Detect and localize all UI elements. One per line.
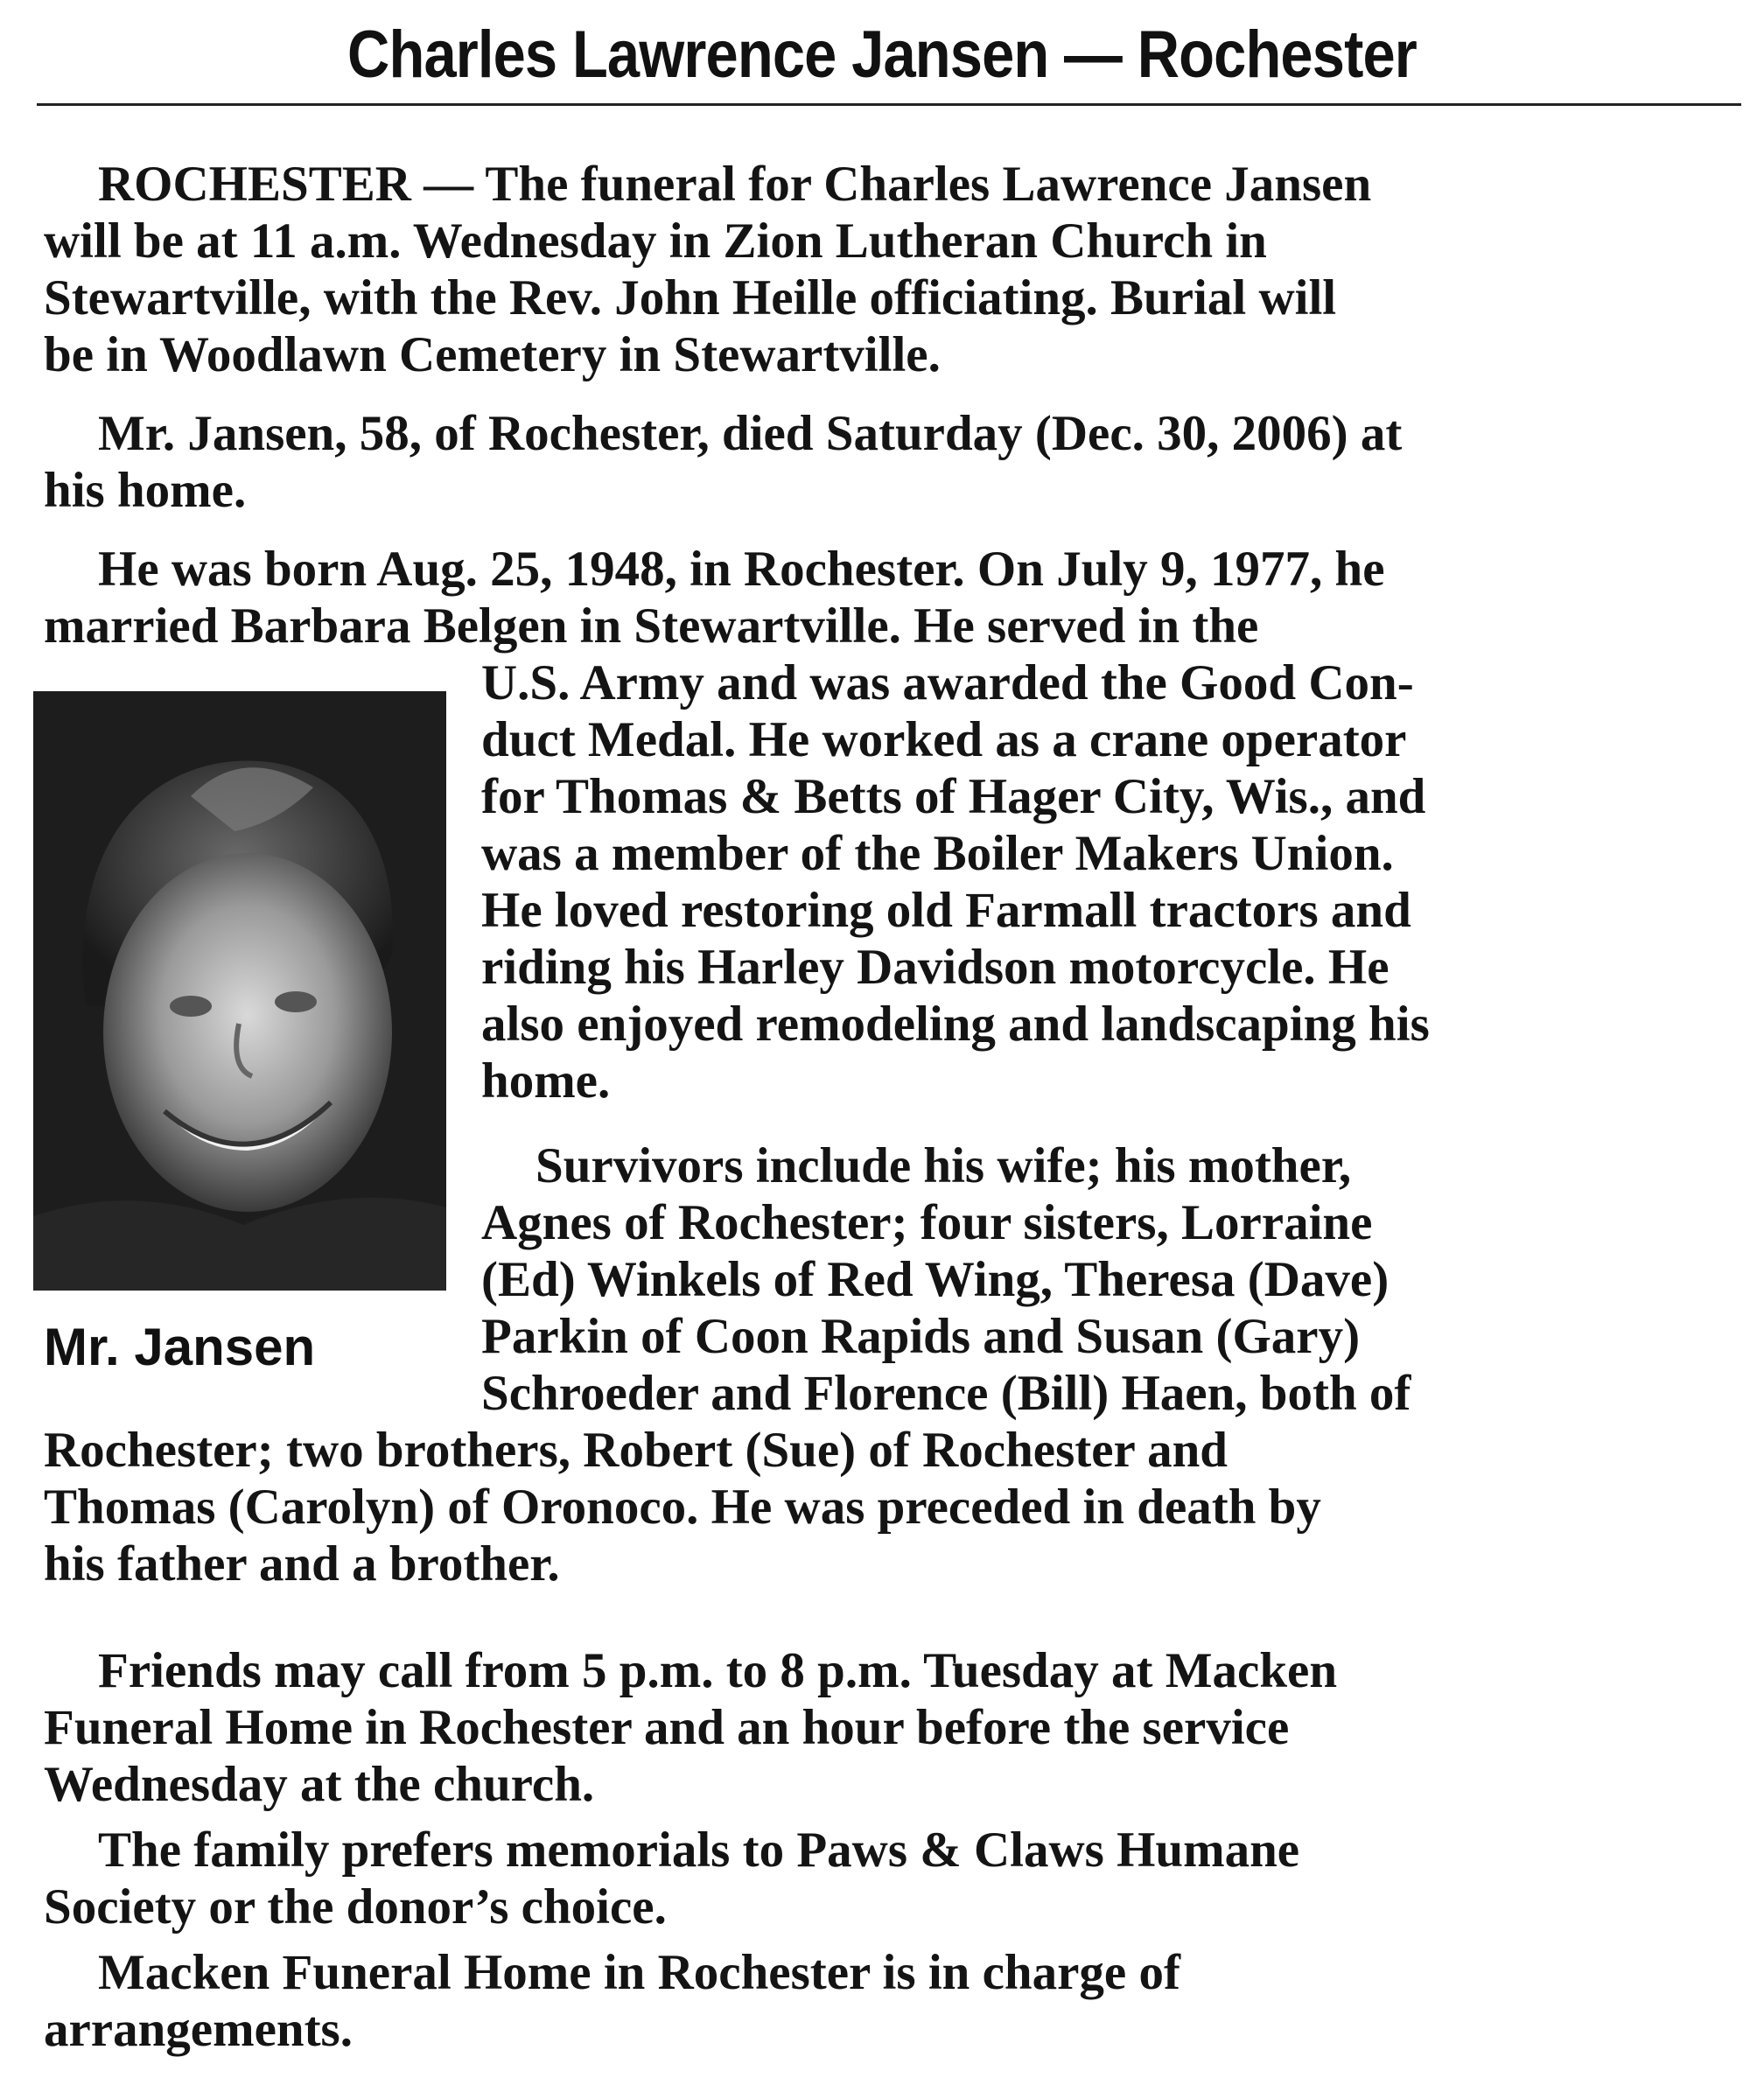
text-line: Friends may call from 5 p.m. to 8 p.m. Tuesday at Macken	[98, 1643, 1338, 1698]
paragraph-biography	[44, 541, 1741, 654]
text-line: Wednesday at the church.	[44, 1757, 595, 1812]
text-line: He loved restoring old Farmall tractors and	[481, 883, 1411, 938]
text-line: Rochester; two brothers, Robert (Sue) of Rochester and	[44, 1423, 1228, 1478]
portrait-photo	[33, 691, 446, 1291]
text-line: arrangements.	[44, 2002, 353, 2057]
text-line: Survivors include his wife; his mother,	[536, 1138, 1352, 1193]
text-line: (Ed) Winkels of Red Wing, Theresa (Dave)	[481, 1252, 1390, 1307]
text-line: also enjoyed remodeling and landscaping his	[481, 997, 1430, 1052]
text-line: home.	[481, 1053, 611, 1109]
text-line: Parkin of Coon Rapids and Susan (Gary)	[481, 1309, 1361, 1364]
text-line: married Barbara Belgen in Stewartville. He served in the	[44, 598, 1259, 654]
text-line: Society or the donor’s choice.	[44, 1879, 667, 1935]
paragraph-visitation	[44, 1642, 1741, 1813]
text-line: was a member of the Boiler Makers Union.	[481, 826, 1394, 881]
paragraph-memorials	[44, 1822, 1741, 1935]
text-line: will be at 11 a.m. Wednesday in Zion Lutheran Church in	[44, 213, 1267, 269]
text-line: be in Woodlawn Cemetery in Stewartville.	[44, 327, 941, 382]
text-line: U.S. Army and was awarded the Good Con-	[481, 655, 1414, 710]
headline-rule	[37, 103, 1741, 106]
text-line: Stewartville, with the Rev. John Heille officiating. Burial will	[44, 270, 1337, 325]
text-line: duct Medal. He worked as a crane operator	[481, 712, 1407, 767]
text-line: for Thomas & Betts of Hager City, Wis., and	[481, 769, 1426, 824]
text-line: Macken Funeral Home in Rochester is in charge of	[98, 1945, 1180, 2000]
text-line: Funeral Home in Rochester and an hour before the service	[44, 1700, 1290, 1755]
paragraph-death-notice	[44, 405, 1741, 519]
portrait-image	[33, 691, 446, 1291]
text-line: The family prefers memorials to Paws & Claws Humane	[98, 1823, 1300, 1878]
text-line: his father and a brother.	[44, 1536, 560, 1592]
paragraph-funeral-details	[44, 156, 1741, 383]
text-line: He was born Aug. 25, 1948, in Rochester. On July 9, 1977, he	[98, 542, 1385, 597]
text-line: Agnes of Rochester; four sisters, Lorraine	[481, 1195, 1373, 1250]
text-line: ROCHESTER — The funeral for Charles Lawrence Jansen	[98, 157, 1372, 212]
paragraph-arrangements	[44, 1944, 1741, 2058]
paragraph-survivors	[44, 1422, 1741, 1592]
text-line: Schroeder and Florence (Bill) Haen, both of	[481, 1366, 1411, 1421]
text-line: riding his Harley Davidson motorcycle. He	[481, 940, 1390, 995]
photo-caption: Mr. Jansen	[44, 1318, 316, 1376]
text-line: Thomas (Carolyn) of Oronoco. He was preceded in death by	[44, 1480, 1321, 1535]
text-line: his home.	[44, 463, 247, 518]
paragraph-survivors-wrap	[481, 1137, 1410, 1422]
paragraph-biography-wrap	[481, 654, 1430, 1109]
headline: Charles Lawrence Jansen — Rochester	[347, 17, 1417, 92]
text-line: Mr. Jansen, 58, of Rochester, died Saturday (Dec. 30, 2006) at	[98, 406, 1403, 461]
